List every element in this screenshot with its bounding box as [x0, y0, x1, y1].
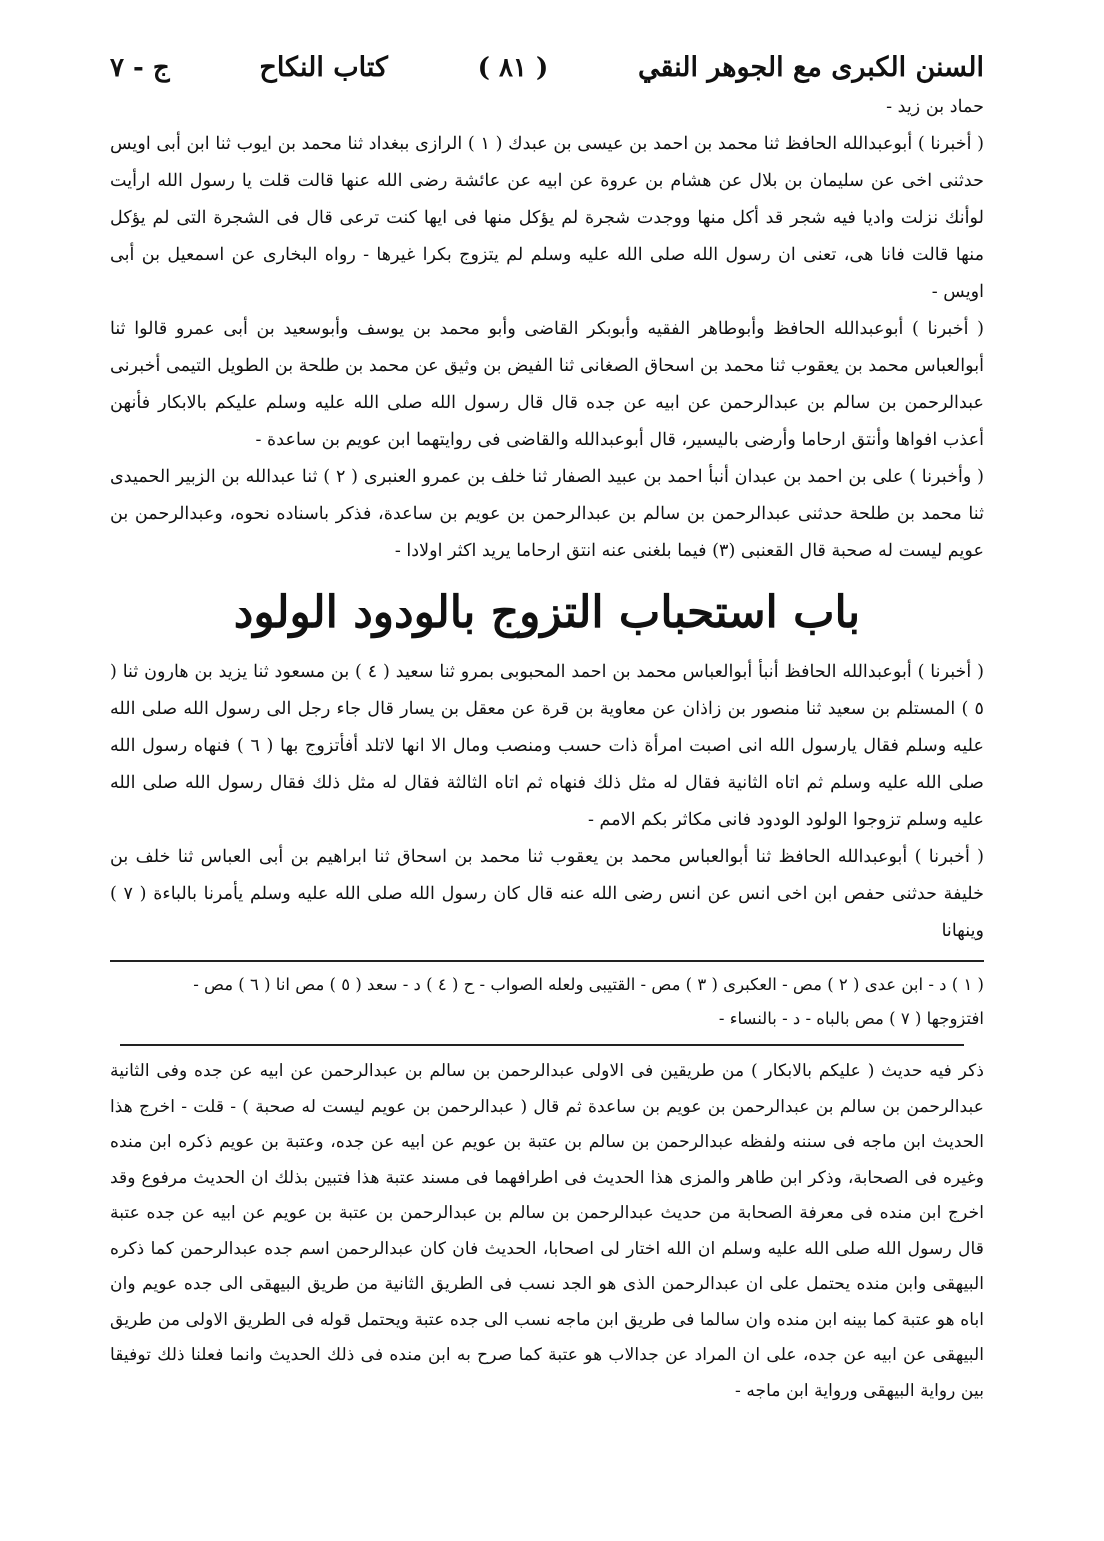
main-text	[110, 89, 984, 950]
paragraph: حماد بن زيد -	[886, 97, 984, 117]
paragraph: ( وأخبرنا ) على بن احمد بن عبدان أنبأ احمد بن عبيد الصفار ثنا خلف بن عمرو العنبرى ( ٢ ) ثنا عبدالله بن الزبير الحميدى ثنا محمد بن طلحة حدثنى عبدالرحمن بن سالم بن عبدالرحمن بن عويم بن ساعدة، فذكر باسناده نحوه، وعبدالرحمن بن عويم ليست له صحبة قال القعنبى (٣) فيما بلغنى عنه انتق ارحاما يريد اكثر اولادا -	[110, 467, 984, 561]
chapter-title: باب استحباب التزوج بالودود الولود	[233, 587, 861, 638]
volume-number: ج - ٧	[110, 53, 170, 83]
commentary-paragraph: ذكر فيه حديث ( عليكم بالابكار ) من طريقين فى الاولى عبدالرحمن بن سالم بن عبدالرحمن عن ابيه عن جده وفى الثانية عبدالرحمن بن سالم بن عبدالرحمن بن عويم بن ساعدة ثم قال ( عبدالرحمن بن عويم ليست له صحبة ) - قلت - اخرج هذا الحديث ابن ماجه فى سننه ولفظه عبدالرحمن بن سالم بن عتبة بن عويم عن ابيه عن جده، وعتبة بن عويم ذكره ابن منده وغيره فى الصحابة، وذكر ابن طاهر والمزى هذا الحديث فى اطرافهما فى مسند عتبة هذا فتبين بذلك ان الحديث مرفوع وقد اخرج ابن منده فى معرفة الصحابة من حديث عبدالرحمن بن سالم بن عبدالرحمن بن عتبة بن عويم عن ابيه عن جده عتبة قال رسول الله صلى الله عليه وسلم ان الله اختار لى اصحابا، الحديث فان كان عبدالرحمن اسم جده عبدالرحمن كما ذكره البيهقى وابن منده يحتمل على ان عبدالرحمن الذى هو الجد نسب فى الطريق الثانية من طريق البيهقى الى جده عويم وان اباه هو عتبة كما بينه ابن منده وان سالما فى طريق ابن ماجه نسب الى جده عتبة ويحتمل قوله فى الطريق الاولى من طريق البيهقى عن ابيه عن جده، على ان المراد عن جدالاب هو عتبة كما صرح به ابن منده فى ذلك الحديث وانما فعلنا ذلك توفيقا بين رواية البيهقى ورواية ابن ماجه -	[110, 1061, 984, 1401]
paragraph: ( أخبرنا ) أبوعبدالله الحافظ أنبأ أبوالعباس محمد بن احمد المحبوبى بمرو ثنا سعيد ( ٤ ) بن مسعود ثنا يزيد بن هارون ثنا ( ٥ ) المستلم بن سعيد ثنا منصور بن زاذان عن معاوية بن قرة عن معقل بن يسار قال جاء رجل الى رسول الله صلى الله عليه وسلم فقال يارسول الله انى اصبت امرأة ذات حسب ومنصب ومال الا انها لاتلد أفأتزوج بها ( ٦ ) فنهاه رسول الله صلى الله عليه وسلم ثم اتاه الثانية فقال له مثل ذلك فنهاه ثم اتاه الثالثة فقال له مثل ذلك فقال رسول الله صلى الله عليه وسلم تزوجوا الولود الودود فانى مكاثر بكم الامم -	[110, 662, 984, 830]
section-title: كتاب النكاح	[259, 52, 388, 83]
footnote-line: افتزوجها ( ٧ ) مص بالباه - د - بالنساء -	[718, 1009, 984, 1028]
book-title: السنن الكبرى مع الجوهر النقي	[637, 52, 984, 83]
footnote-line: ( ١ ) د - ابن عدى ( ٢ ) مص - العكبرى ( ٣ ) مص - القتيبى ولعله الصواب - ح ( ٤ ) د - سعد ( ٥ ) مص انا ( ٦ ) مص -	[193, 975, 984, 994]
page-header	[110, 52, 984, 83]
paragraph: ( أخبرنا ) أبوعبدالله الحافظ ثنا محمد بن احمد بن عيسى بن عبدك ( ١ ) الرازى ببغداد ثنا محمد بن ايوب ثنا ابن أبى اويس حدثنى اخى عن سليمان بن بلال عن هشام بن عروة عن ابيه عن عائشة رضى الله عنها قالت قلت يا رسول الله ارأيت لوأنك نزلت واديا فيه شجر قد أكل منها ووجدت شجرة لم يؤكل منها فى ايها كنت ترعى قال فى الشجرة التى لم يؤكل منها قالت فانا هى، تعنى ان رسول الله صلى الله عليه وسلم لم يتزوج بكرا غيرها - رواه البخارى عن اسمعيل بن أبى اويس -	[110, 134, 984, 302]
paragraph: ( أخبرنا ) أبوعبدالله الحافظ ثنا أبوالعباس محمد بن يعقوب ثنا محمد بن اسحاق ثنا ابراهيم بن أبى العباس ثنا خلف بن خليفة حدثنى حفص ابن اخى انس عن انس رضى الله عنه قال كان رسول الله صلى الله عليه وسلم يأمرنا بالباءة ( ٧ ) وينهانا	[110, 847, 984, 941]
footnotes	[110, 968, 984, 1036]
page-number: ( ٨١ )	[477, 53, 549, 83]
footnote-divider	[110, 960, 984, 962]
commentary-divider	[120, 1044, 964, 1046]
paragraph: ( أخبرنا ) أبوعبدالله الحافظ وأبوطاهر الفقيه وأبوبكر القاضى وأبو محمد بن يوسف وأبوسعيد بن أبى عمرو قالوا ثنا أبوالعباس محمد بن يعقوب ثنا محمد بن اسحاق الصغانى ثنا الفيض بن وثيق عن محمد بن طلحة بن الطويل التيمى أخبرنى عبدالرحمن بن سالم بن عبدالرحمن عن ابيه عن جده قال قال رسول الله صلى الله عليه وسلم عليكم بالابكار فأنهن أعذب افواها وأنتق ارحاما وأرضى باليسير، قال أبوعبدالله والقاضى فى روايتهما ابن عويم بن ساعدة -	[110, 319, 984, 450]
commentary	[110, 1054, 984, 1409]
